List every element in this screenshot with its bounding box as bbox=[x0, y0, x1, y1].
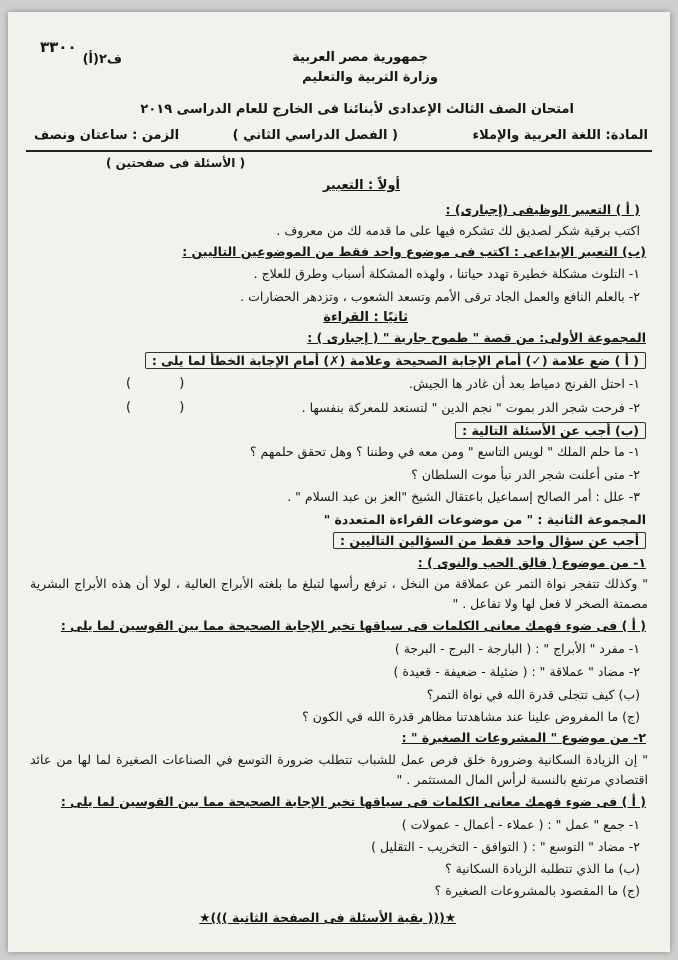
topic2-question-b: (ب) ما الذي تتطلبه الزيادة السكانية ؟ bbox=[445, 861, 640, 876]
answer-heading-box: (ب) أجب عن الأسئلة التالية : bbox=[455, 422, 646, 439]
functional-text: اكتب برقية شكر لصديق لك تشكره فيها على ما قدمه لك من معروف . bbox=[276, 223, 640, 238]
tf-answer-blank-1: ( ) bbox=[126, 376, 207, 391]
topic2-vocab-2: ٢- مضاد " التوسع " : ( التوافق - التخريب - التقليل ) bbox=[371, 839, 640, 854]
part2-title: ثانيًا : القراءة bbox=[323, 310, 408, 325]
group1-heading: المجموعة الأولى: من قصة " طموح جارية " ( إجبارى ) : bbox=[307, 330, 646, 345]
question-b-1: ١- ما حلم الملك " لويس التاسع " ومن معه في وطننا ؟ وهل تحقق حلمهم ؟ bbox=[249, 444, 640, 459]
topic1-vocab-2: ٢- مضاد " عملاقة " : ( ضئيلة - ضعيفة - قعيدة ) bbox=[393, 664, 640, 679]
ministry-name: وزارة التربية والتعليم bbox=[302, 70, 438, 85]
term: ( الفصل الدراسي الثاني ) bbox=[232, 128, 398, 143]
tf-item-1: ١- احتل الفرنج دمياط بعد أن غادر ها الجيش. bbox=[408, 376, 640, 391]
group2-instruction bbox=[333, 532, 646, 549]
subject: المادة: اللغة العربية والإملاء bbox=[472, 128, 648, 143]
topic1-question-b: (ب) كيف تتجلى قدرة الله في نواة التمر؟ bbox=[426, 687, 640, 702]
form-code: ف٢(أ) bbox=[82, 52, 122, 67]
pages-note: ( الأسئلة فى صفحتين ) bbox=[106, 156, 246, 170]
topic2-vocab-heading: ( أ ) فى ضوء فهمك معانى الكلمات فى سياقها تخير الإجابة الصحيحة مما بين القوسين لما يلى : bbox=[60, 794, 646, 809]
tf-heading-box: ( أ ) ضع علامة (✓) أمام الإجابة الصحيحة وعلامة (✗) أمام الإجابة الخطأ لما يلى : bbox=[145, 352, 646, 369]
topic1-heading: ١- من موضوع ( فالق الحب والنوى ) : bbox=[417, 555, 646, 570]
topic2-passage: " إن الزيادة السكانية وضرورة خلق فرص عمل للشباب تتطلب ضرورة التوسع في الصناعات الصغيرة لما لها من عائد اقتصادي مرتفع بالنسبة لرأس المال المستثمر . " bbox=[30, 752, 648, 787]
topic2-heading: ٢- من موضوع " المشروعات الصغيرة " : bbox=[401, 730, 646, 745]
topic2-vocab-1: ١- جمع " عمل " : ( عملاء - أعمال - عمولات ) bbox=[401, 817, 640, 832]
question-b-3: ٣- علل : أمر الصالح إسماعيل باعتقال الشيخ "العز بن عبد السلام " . bbox=[287, 489, 640, 504]
duration: الزمن : ساعتان ونصف bbox=[34, 128, 180, 143]
topic1-vocab-heading: ( أ ) فى ضوء فهمك معانى الكلمات فى سياقها تخير الإجابة الصحيحة مما بين القوسين لما يلى : bbox=[60, 618, 646, 633]
creative-topic-2: ٢- بالعلم النافع والعمل الجاد ترقى الأمم وتسعد الشعوب ، وتزدهر الحضارات . bbox=[240, 289, 640, 304]
tf-item-2: ٢- فرحت شجر الدر بموت " نجم الدين " لتستعد للمعركة بنفسها . bbox=[301, 400, 640, 415]
tf-question-heading bbox=[145, 352, 646, 369]
creative-topic-1: ١- التلوث مشكلة خطيرة تهدد حياتنا ، ولهذه المشكلة أسباب وطرق للعلاج . bbox=[253, 266, 640, 281]
question-b-2: ٢- متى أعلنت شجر الدر نبأ موت السلطان ؟ bbox=[411, 467, 640, 482]
answer-questions-heading bbox=[455, 422, 646, 439]
exam-code: ٣٣٠٠ bbox=[40, 38, 77, 56]
country-name: جمهورية مصر العربية bbox=[292, 50, 428, 65]
exam-paper bbox=[8, 12, 670, 952]
group2-instruction-box: أجب عن سؤال واحد فقط من السؤالين التاليين : bbox=[333, 532, 646, 549]
group2-heading: المجموعة الثانية : " من موضوعات القراءة المتعددة " bbox=[323, 512, 646, 527]
continued-note: ★((( بقية الأسئلة فى الصفحة الثانية )))★ bbox=[199, 910, 456, 925]
topic1-vocab-1: ١- مفرد " الأبراج " : ( البارجة - البرج - البرجة ) bbox=[394, 641, 640, 656]
creative-heading: (ب) التعبير الإبداعى : اكتب فى موضوع واحد فقط من الموضوعين التاليين : bbox=[182, 244, 646, 259]
topic1-question-c: (ج) ما المفروض علينا عند مشاهدتنا مظاهر قدرة الله في الكون ؟ bbox=[302, 709, 640, 724]
header-divider bbox=[26, 150, 652, 152]
part1-title: أولاً : التعبير bbox=[322, 178, 400, 193]
topic1-passage: " وكذلك تتفجر نواة التمر عن عملاقة من النخل ، ترفع رأسها لتبلغ ما بلغته الأبراج العالية ، لولا أن هذه الأبراج البشرية مصمتة الصخر لا فعل لها ولا تفاعل . " bbox=[30, 576, 648, 611]
tf-answer-blank-2: ( ) bbox=[126, 400, 207, 415]
topic2-question-c: (ج) ما المقصود بالمشروعات الصغيرة ؟ bbox=[434, 883, 640, 898]
functional-heading: ( أ ) التعبير الوظيفى (إجبارى) : bbox=[445, 202, 640, 217]
exam-title: امتحان الصف الثالث الإعدادى لأبنائنا فى الخارج للعام الدراسى ٢٠١٩ bbox=[140, 102, 574, 117]
